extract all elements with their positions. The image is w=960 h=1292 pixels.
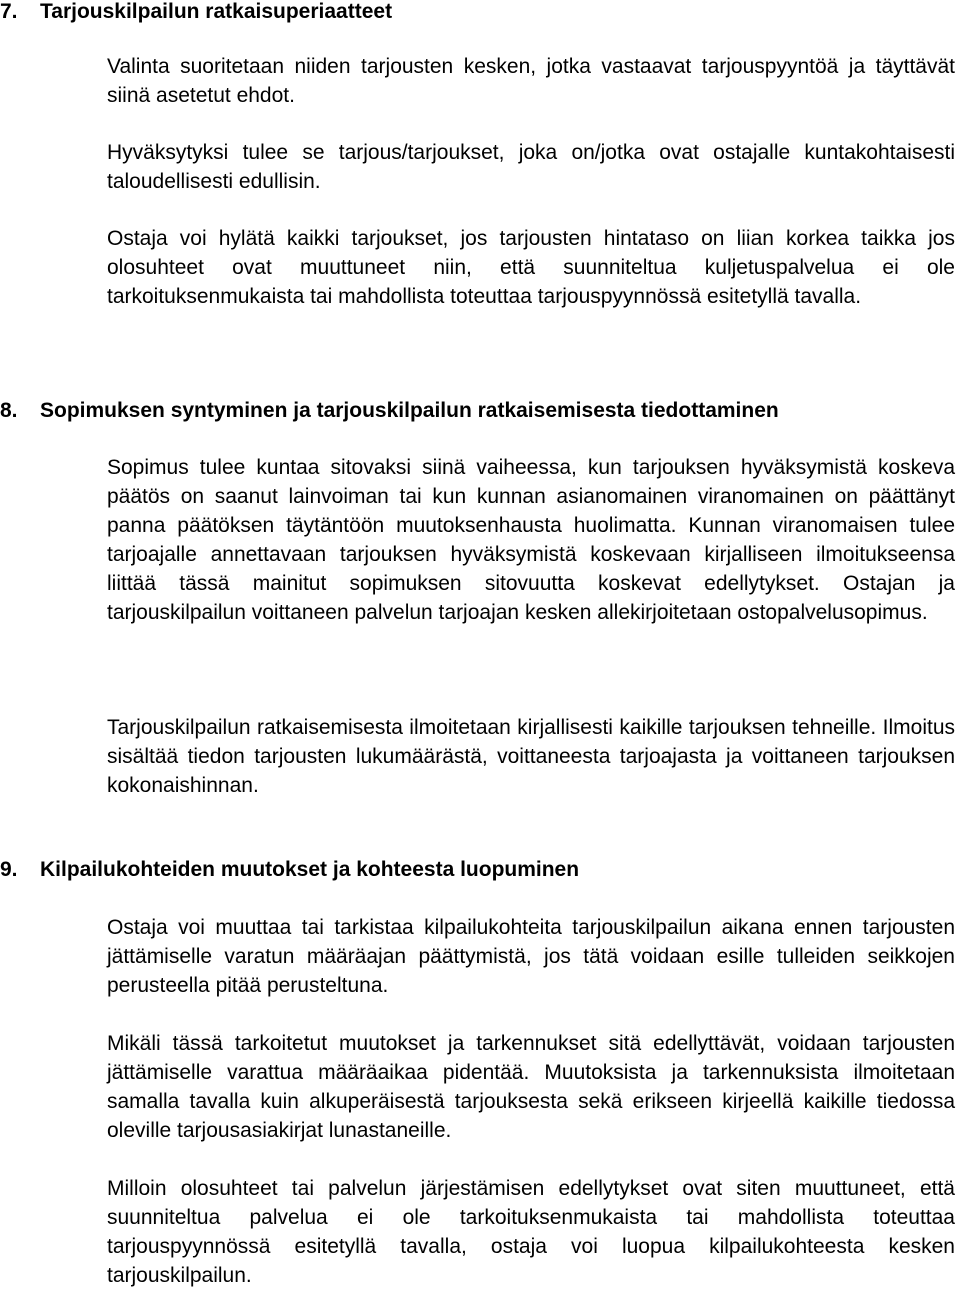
- section-title: Tarjouskilpailun ratkaisuperiaatteet: [40, 0, 393, 23]
- paragraph: Milloin olosuhteet tai palvelun järjestämisen edellytykset ovat siten muuttuneet, että suunniteltua palvelua ei ole tarkoituksenmukaista tai mahdollista toteuttaa tarjouspyynnössä esitetyllä tavalla, ostaja voi luopua kilpailukohteesta kesken tarjouskilpailun.: [107, 1177, 955, 1287]
- section-title: Sopimuksen syntyminen ja tarjouskilpailun ratkaisemisesta tiedottaminen: [40, 399, 779, 422]
- paragraph: Sopimus tulee kuntaa sitovaksi siinä vaiheessa, kun tarjouksen hyväksymistä koskeva päätös on saanut lainvoiman tai kun kunnan asianomainen viranomainen on päättänyt panna päätöksen täytäntöön muutoksenhausta huolimatta. Kunnan viranomaisen tulee tarjoajalle annettavaan tarjouksen hyväksymistä koskevaan kirjalliseen ilmoitukseensa liittää tässä mainitut sopimuksen sitovuutta koskevat edellytykset. Ostajan ja tarjouskilpailun voittaneen palvelun tarjoajan kesken allekirjoitetaan ostopalvelusopimus.: [107, 456, 955, 624]
- paragraph: Ostaja voi hylätä kaikki tarjoukset, jos tarjousten hintataso on liian korkea taikka jos olosuhteet ovat muuttuneet niin, että suunniteltua kuljetuspalvelua ei ole tarkoituksenmukaista tai mahdollista toteuttaa tarjouspyynnössä esitetyllä tavalla.: [107, 227, 955, 308]
- paragraph: Mikäli tässä tarkoitetut muutokset ja tarkennukset sitä edellyttävät, voidaan tarjousten jättämiselle varattua määräaikaa pidentää. Muutoksista ja tarkennuksista ilmoitetaan samalla tavalla kuin alkuperäisestä tarjouksesta sekä erikseen kirjeellä kaikille tiedossa oleville tarjousasiakirjat lunastaneille.: [107, 1032, 955, 1142]
- section-title: Kilpailukohteiden muutokset ja kohteesta luopuminen: [40, 858, 580, 881]
- section-number: 7.: [0, 0, 18, 23]
- section-9-heading: [0, 858, 579, 882]
- section-number: 8.: [0, 399, 18, 422]
- section-7-heading: [0, 0, 392, 24]
- section-8-heading: [0, 399, 779, 423]
- paragraph: Hyväksytyksi tulee se tarjous/tarjoukset, joka on/jotka ovat ostajalle kuntakohtaisesti taloudellisesti edullisin.: [107, 141, 955, 193]
- paragraph: Valinta suoritetaan niiden tarjousten kesken, jotka vastaavat tarjouspyyntöä ja täyttävät siinä asetetut ehdot.: [107, 55, 955, 107]
- paragraph: Ostaja voi muuttaa tai tarkistaa kilpailukohteita tarjouskilpailun aikana ennen tarjousten jättämiselle varatun määräajan päättymistä, jos tätä voidaan esille tulleiden seikkojen perusteella pitää perusteltuna.: [107, 916, 955, 997]
- paragraph: Tarjouskilpailun ratkaisemisesta ilmoitetaan kirjallisesti kaikille tarjouksen tehneille. Ilmoitus sisältää tiedon tarjousten lukumäärästä, voittaneesta tarjoajasta ja voittaneen tarjouksen kokonaishinnan.: [107, 716, 955, 797]
- section-number: 9.: [0, 858, 18, 881]
